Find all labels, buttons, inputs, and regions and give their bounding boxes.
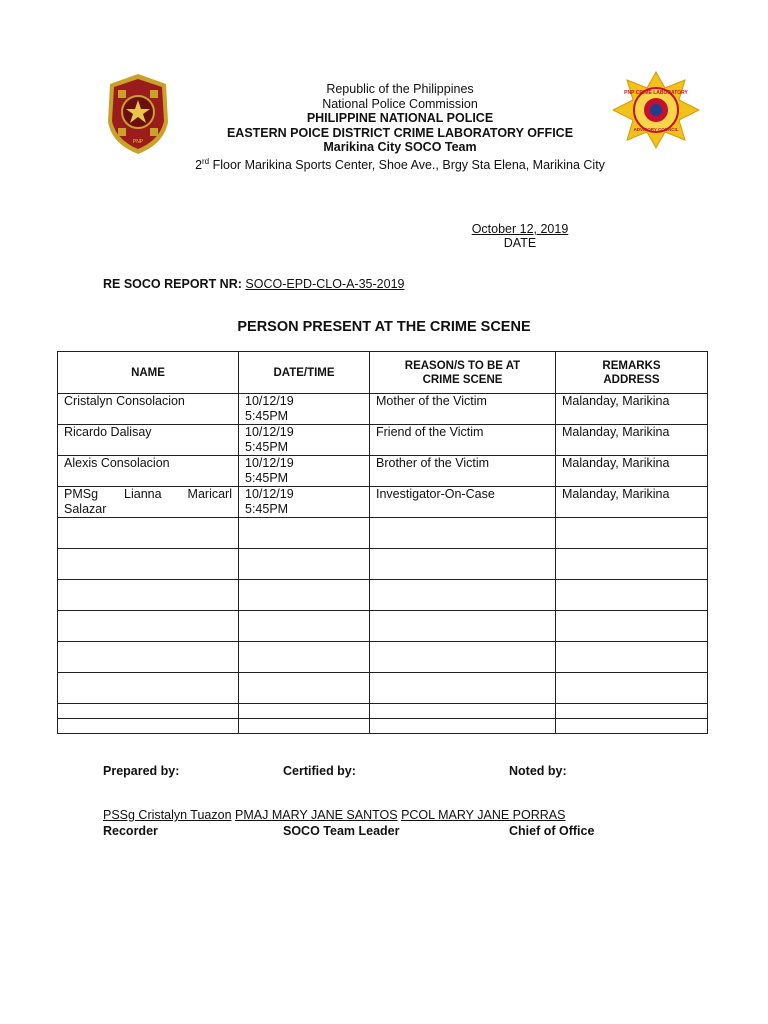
svg-text:PNP CRIME LABORATORY: PNP CRIME LABORATORY [624,90,688,96]
cell-datetime: 10/12/19 5:45PM [239,394,370,425]
report-number-value: SOCO-EPD-CLO-A-35-2019 [245,277,405,291]
certified-by-label: Certified by: [283,764,356,778]
cell-remarks: Malanday, Marikina [556,456,708,487]
cell-datetime: 10/12/19 5:45PM [239,425,370,456]
header-office: EASTERN POICE DISTRICT CRIME LABORATORY OFFICE [226,125,574,140]
col-header-reason: REASON/S TO BE AT CRIME SCENE [370,352,556,394]
persons-present-table [57,351,708,734]
report-number-line [103,277,404,291]
cell-datetime: 10/12/19 5:45PM [239,456,370,487]
cell-reason: Mother of the Victim [370,394,556,425]
svg-text:PNP: PNP [132,139,144,145]
prepared-by-label: Prepared by: [103,764,180,778]
table-row-empty [58,611,708,642]
letterhead [150,82,650,172]
cell-name: Ricardo Dalisay [58,425,239,456]
cell-name: Cristalyn Consolacion [58,394,239,425]
cell-reason: Friend of the Victim [370,425,556,456]
cell-remarks: Malanday, Marikina [556,487,708,518]
document-title: PERSON PRESENT AT THE CRIME SCENE [237,319,531,335]
date-value: October 12, 2019 [471,222,569,236]
chief-role: Chief of Office [509,824,595,838]
prepared-by-name: PSSg Cristalyn Tuazon [103,808,232,822]
table-header-row [58,352,708,394]
table-row-empty [58,549,708,580]
col-header-name: NAME [58,352,239,394]
cell-name: PMSg Lianna Maricarl Salazar [58,487,239,518]
table-row-empty [58,704,708,719]
date-block [455,222,585,250]
svg-text:ADVISORY COUNCIL: ADVISORY COUNCIL [633,127,679,132]
cell-reason: Investigator-On-Case [370,487,556,518]
table-row-empty [58,673,708,704]
table-row-empty [58,518,708,549]
col-header-datetime: DATE/TIME [239,352,370,394]
header-address: 2rd Floor Marikina Sports Center, Shoe Ave., Brgy Sta Elena, Marikina City [195,156,605,172]
table-row-empty [58,642,708,673]
header-pnp: PHILIPPINE NATIONAL POLICE [306,111,494,125]
table-row-empty [58,580,708,611]
header-republic: Republic of the Philippines [326,82,474,96]
certified-by-name: PMAJ MARY JANE SANTOS [235,808,398,822]
noted-by-name: PCOL MARY JANE PORRAS [401,808,566,822]
cell-remarks: Malanday, Marikina [556,425,708,456]
table-row [58,487,708,518]
table-row [58,456,708,487]
signatory-names [103,808,565,822]
noted-by-label: Noted by: [509,764,567,778]
cell-datetime: 10/12/19 5:45PM [239,487,370,518]
col-header-remarks: REMARKS ADDRESS [556,352,708,394]
report-number-label: RE SOCO REPORT NR: [103,277,242,291]
table-row [58,425,708,456]
table-row-empty [58,719,708,734]
header-commission: National Police Commission [322,96,478,111]
table-row [58,394,708,425]
recorder-role: Recorder [103,824,158,838]
date-label: DATE [503,236,537,250]
cell-name: Alexis Consolacion [58,456,239,487]
cell-reason: Brother of the Victim [370,456,556,487]
team-leader-role: SOCO Team Leader [283,824,400,838]
cell-remarks: Malanday, Marikina [556,394,708,425]
header-team: Marikina City SOCO Team [323,140,477,154]
